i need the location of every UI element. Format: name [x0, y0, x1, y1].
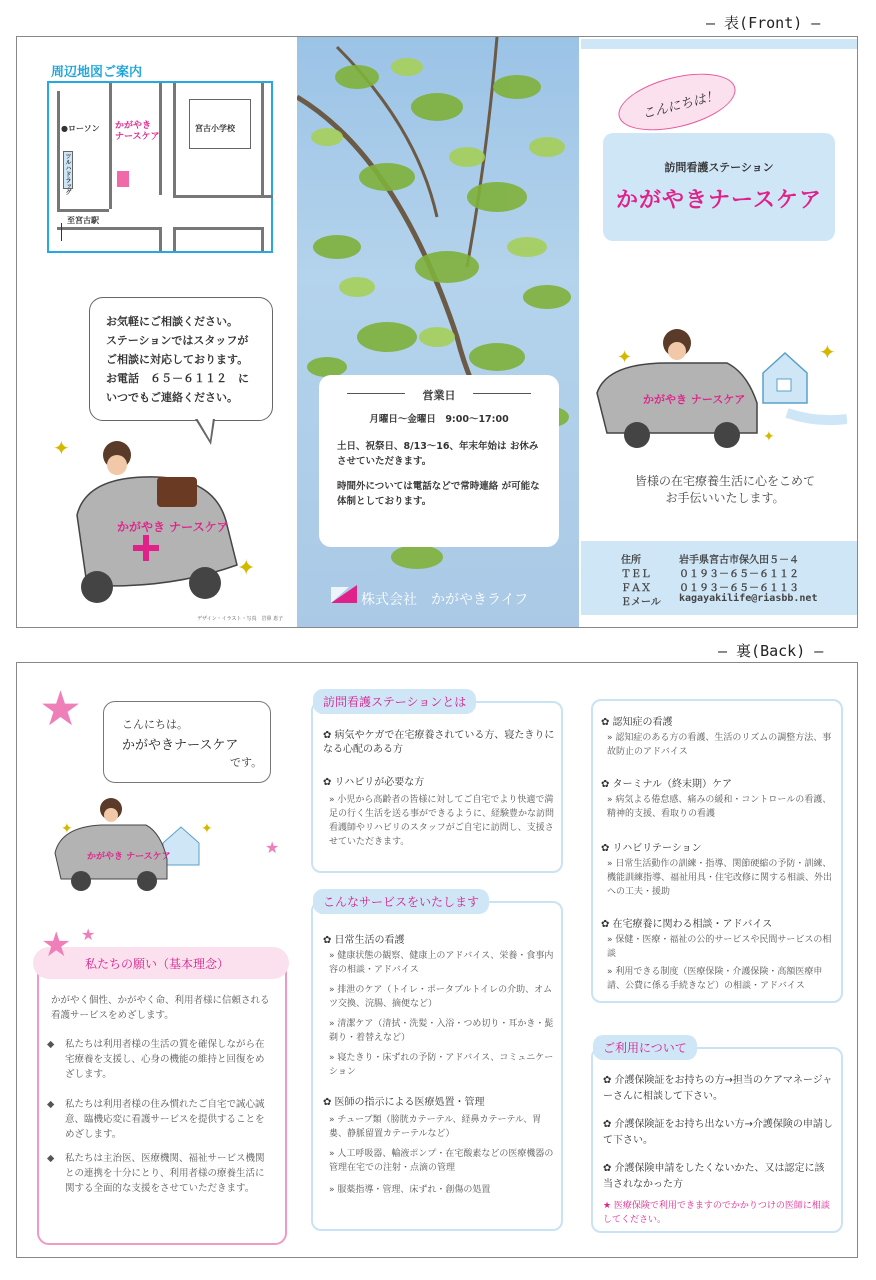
back-label: ― 裏(Back) ―	[718, 642, 824, 660]
fax-value: ０１９３－６５－６１１３	[679, 583, 799, 594]
svg-text:★: ★	[265, 838, 280, 857]
map-location-marker	[117, 171, 129, 187]
consult-line-4: お電話 ６５－６１１２ に	[106, 372, 249, 385]
map-school-label: 宮古小学校	[195, 124, 235, 133]
greeting-bubble	[103, 701, 271, 783]
about-item-2-body: » 小児から高齢者の皆様に対してご自宅でより快適で満足の行く生活を送る事ができるように、経験豊かな訪問看護師やリハビリのスタッフがご自宅に訪問し、支援させていただきます。	[329, 795, 555, 847]
star-icon-wish: ★	[41, 925, 72, 965]
email-label: Ｅメール	[621, 597, 661, 608]
services-title: こんなサービスをいたします	[313, 889, 489, 914]
services-group-2-head: ✿ 医師の指示による医療処置・管理	[323, 1097, 485, 1108]
company-logo-icon	[331, 585, 357, 603]
map-title: 周辺地図ご案内	[51, 65, 143, 80]
svg-text:✦: ✦	[819, 340, 836, 364]
car-house-illustration-back	[51, 793, 291, 893]
motto	[607, 473, 843, 507]
usage-note: ★ 医療保険で利用できますのでかかりつけの医師に相談してください。	[603, 1201, 830, 1225]
company-name: 株式会社 かがやきライフ	[361, 592, 529, 608]
hours-after: 時間外については電話などで常時連絡 が可能な体制としております。	[337, 481, 540, 507]
wish-title: 私たちの願い（基本理念）	[85, 957, 230, 971]
back-page: ★ こんにちは。 かがやきナースケア です。 ✦ ✦ ★ かがやき ナースケア ★ ★ 私たちの願い（基本理念） かがやく個性、かがやく命、利用者様に信頼される看護サービスをめざします。 ◆ 私たちは利用者様の生活の質を確保しながら在宅療養を支援し、心身の機能の維持と回復をめざします。 ◆ 私たちは利用者様の住み慣れたご自宅で誠心誠意、臨機応変に看護サービスを提供することをめざします。 ◆ 私たちは主治医、医療機関、福祉サービス機関との連携を十分にとり、利用者様の療養生活に関する全面的な支援をさせていただきます。 訪問看護ステーションとは ✿ 病気やケガで在宅療養されている方、寝たきりになる心配のある方 ✿ リハビリが必要な方 » 小児から高齢者の皆様に対してご自宅でより快適で満足の行く生活を送る事ができるように、経験豊かな訪問看護師やリハビリのスタッフがご自宅に訪問し、支援させていただきます。 こんなサービスをいたします ✿ 日常生活の看護 » 健康状態の観察、健康上のアドバイス、栄養・食事内容の相談・アドバイス » 排泄のケア（トイレ・ポータブルトイレの介助、オムツ交換、浣腸、摘便など） » 清潔ケア（清拭・洗髪・入浴・つめ切り・耳かき・髭剃り・着替えなど） » 寝たきり・床ずれの予防・アドバイス、コミュニケーション ✿ 医師の指示による医療処置・管理 » チューブ類（膀胱カテーテル、経鼻カテーテル、胃婁、静脈留置カテーテルなど） » 人工呼吸器、輸液ポンプ・在宅酸素などの医療機器の管理在宅での注射・点滴の管理 » 服薬指導・管理、床ずれ・創傷の処置 ✿ 認知症の看護 » 認知症のある方の看護、生活のリズムの調整方法、事故防止のアドバイス ✿ ターミナル（終末期）ケア » 病気よる倦怠感、痛みの緩和・コントロールの看護、精神的支援、看取りの看護 ✿ リハビリテーション » 日常生活動作の訓練・指導、関節硬縮の予防・訓練、機能訓練指導、福祉用具・住宅改修に関する相談、外出への工夫・援助 ✿ 在宅療養に関わる相談・アドバイス » 保健・医療・福祉の公的サービスや民間サービスの相談 » 利用できる制度（医療保険・介護保険・高額医療申請、公費に係る手続きなど）の相談・アドバイス ご利用について ✿ 介護保険証をお持ちの方→担当のケアマネージャーさんに相談して下さい。 ✿ 介護保険証をお持ち出ない方→介護保険の申請して下さい。 ✿ 介護保険申請をしたくないかた、又は認定に該当されなかった方 ★ 医療保険で利用できますのでかかりつけの医師に相談してください。	[16, 662, 858, 1258]
more-group-4-item-1: » 保健・医療・福祉の公的サービスや民間サービスの相談	[607, 935, 832, 959]
tel-value: ０１９３－６５－６１１２	[679, 569, 799, 580]
map	[47, 81, 273, 253]
greeting-line-3: です。	[230, 756, 263, 769]
hello-text: こんにちは！	[640, 88, 721, 123]
hours-card	[319, 375, 559, 547]
greeting-line-1: こんにちは。	[122, 718, 188, 731]
hours-schedule: 月曜日～金曜日 9:00～17:00	[369, 414, 509, 425]
station-label: 訪問看護ステーション	[664, 161, 774, 174]
tree-photo	[297, 37, 579, 628]
car-text-back: かがやき ナースケア	[87, 852, 171, 862]
wish-point-2: 私たちは利用者様の住み慣れたご自宅で誠心誠意、臨機応変に看護サービスを提供することをめざします。	[65, 1099, 265, 1140]
svg-text:✦: ✦	[53, 436, 70, 460]
svg-text:✦: ✦	[763, 429, 775, 445]
svg-text:✦: ✦	[61, 821, 73, 837]
wish-point-1: 私たちは利用者様の生活の質を確保しながら在宅療養を支援し、心身の機能の維持と回復をめざします。	[65, 1039, 265, 1080]
hours-closed: 土日、祝祭日、8/13～16、年末年始は お休みさせていただきます。	[337, 441, 539, 467]
more-group-1-head: ✿ 認知症の看護	[601, 717, 673, 728]
station-name: かがやきナースケア	[616, 188, 822, 213]
more-group-2-item-1: » 病気よる倦怠感、痛みの緩和・コントロールの看護、精神的支援、看取りの看護	[607, 795, 832, 819]
usage-title: ご利用について	[593, 1035, 697, 1060]
wish-intro: かがやく個性、かがやく命、利用者様に信頼される看護サービスをめざします。	[51, 995, 270, 1021]
usage-item-1: ✿ 介護保険証をお持ちの方→担当のケアマネージャーさんに相談して下さい。	[603, 1075, 833, 1102]
svg-text:✦: ✦	[617, 347, 633, 368]
map-lawson-label: ●ローソン	[61, 124, 100, 133]
fax-label: ＦＡＸ	[621, 583, 651, 594]
credit: デザイン・イラスト・写真 岩鼻 恵子	[197, 616, 284, 622]
consult-line-1: お気軽にご相談ください。	[106, 315, 238, 328]
services-group-2-item-3: » 服薬指導・管理、床ずれ・創傷の処置	[329, 1185, 491, 1195]
address-value: 岩手県宮古市保久田５－４	[679, 555, 799, 566]
greeting-line-2: かがやきナースケア	[122, 738, 239, 753]
more-group-2-head: ✿ ターミナル（終末期）ケア	[601, 779, 733, 790]
front-page	[16, 36, 858, 628]
about-item-1: ✿ 病気やケガで在宅療養されている方、寝たきりになる心配のある方	[323, 730, 555, 755]
consult-bubble	[89, 297, 273, 421]
front-label: ― 表(Front) ―	[706, 14, 821, 32]
services-group-1-head: ✿ 日常生活の看護	[323, 935, 405, 946]
services-group-1-item-3: » 清潔ケア（清拭・洗髪・入浴・つめ切り・耳かき・髭剃り・着替えなど）	[329, 1019, 554, 1043]
more-group-3-item-1: » 日常生活動作の訓練・指導、関節硬縮の予防・訓練、機能訓練指導、福祉用具・住宅改修に関する相談、外出への工夫・援助	[607, 859, 833, 897]
services-group-1-item-1: » 健康状態の観察、健康上のアドバイス、栄養・食事内容の相談・アドバイス	[329, 951, 554, 975]
map-kagayaki-label: かがやき ナースケア	[115, 121, 160, 142]
star-icon: ★	[39, 681, 83, 737]
services-group-1-item-4: » 寝たきり・床ずれの予防・アドバイス、コミュニケーション	[329, 1053, 554, 1077]
car-house-illustration	[587, 323, 847, 453]
car-illustration	[47, 425, 267, 615]
consult-line-3: ご相談に対応しております。	[106, 353, 249, 366]
more-group-1-item-1: » 認知症のある方の看護、生活のリズムの調整方法、事故防止のアドバイス	[607, 733, 832, 757]
star-icon-small: ★	[81, 925, 96, 944]
wish-point-3: 私たちは主治医、医療機関、福祉サービス機関との連携を十分にとり、利用者様の療養生活に関する全面的な支援をさせていただきます。	[65, 1153, 265, 1194]
usage-item-2: ✿ 介護保険証をお持ち出ない方→介護保険の申請して下さい。	[603, 1119, 833, 1146]
tel-label: ＴＥＬ	[621, 569, 651, 580]
services-group-2-item-1: » チューブ類（膀胱カテーテル、経鼻カテーテル、胃婁、静脈留置カテーテルなど）	[329, 1115, 542, 1139]
map-drug-label: ツルハドラッグ	[64, 153, 71, 195]
more-group-3-head: ✿ リハビリテーション	[601, 843, 702, 854]
about-title: 訪問看護ステーションとは	[313, 689, 476, 714]
email-value: kagayakilife@riasbb.net	[679, 593, 818, 604]
svg-text:✦: ✦	[201, 821, 213, 837]
consult-line-2: ステーションではスタッフが	[106, 334, 249, 347]
map-station-label: 至宮古駅	[67, 216, 99, 225]
services-group-1-item-2: » 排泄のケア（トイレ・ポータブルトイレの介助、オムツ交換、浣腸、摘便など）	[329, 985, 553, 1009]
usage-item-3: ✿ 介護保険申請をしたくないかた、又は認定に該当されなかった方	[603, 1163, 825, 1190]
car-text-right: かがやき ナースケア	[643, 393, 746, 406]
motto-line-1: 皆様の在宅療養生活に心をこめて	[634, 474, 815, 488]
car-text: かがやき ナースケア	[117, 520, 229, 534]
consult-line-5: いつでもご連絡ください。	[106, 391, 238, 404]
more-group-4-item-2: » 利用できる制度（医療保険・介護保険・高額医療申請、公費に係る手続きなど）の相談・アドバイス	[607, 967, 823, 991]
about-item-2-head: ✿ リハビリが必要な方	[323, 777, 425, 788]
station-name-box	[603, 133, 835, 241]
more-group-4-head: ✿ 在宅療養に関わる相談・アドバイス	[601, 919, 773, 930]
services-group-2-item-2: » 人工呼吸器、輸液ポンプ・在宅酸素などの医療機器の管理在宅での注射・点滴の管理	[329, 1149, 554, 1173]
hours-title: 営業日	[337, 387, 541, 403]
address-label: 住所	[621, 555, 641, 566]
svg-text:✦: ✦	[237, 556, 256, 581]
motto-line-2: お手伝いいたします。	[665, 491, 785, 505]
